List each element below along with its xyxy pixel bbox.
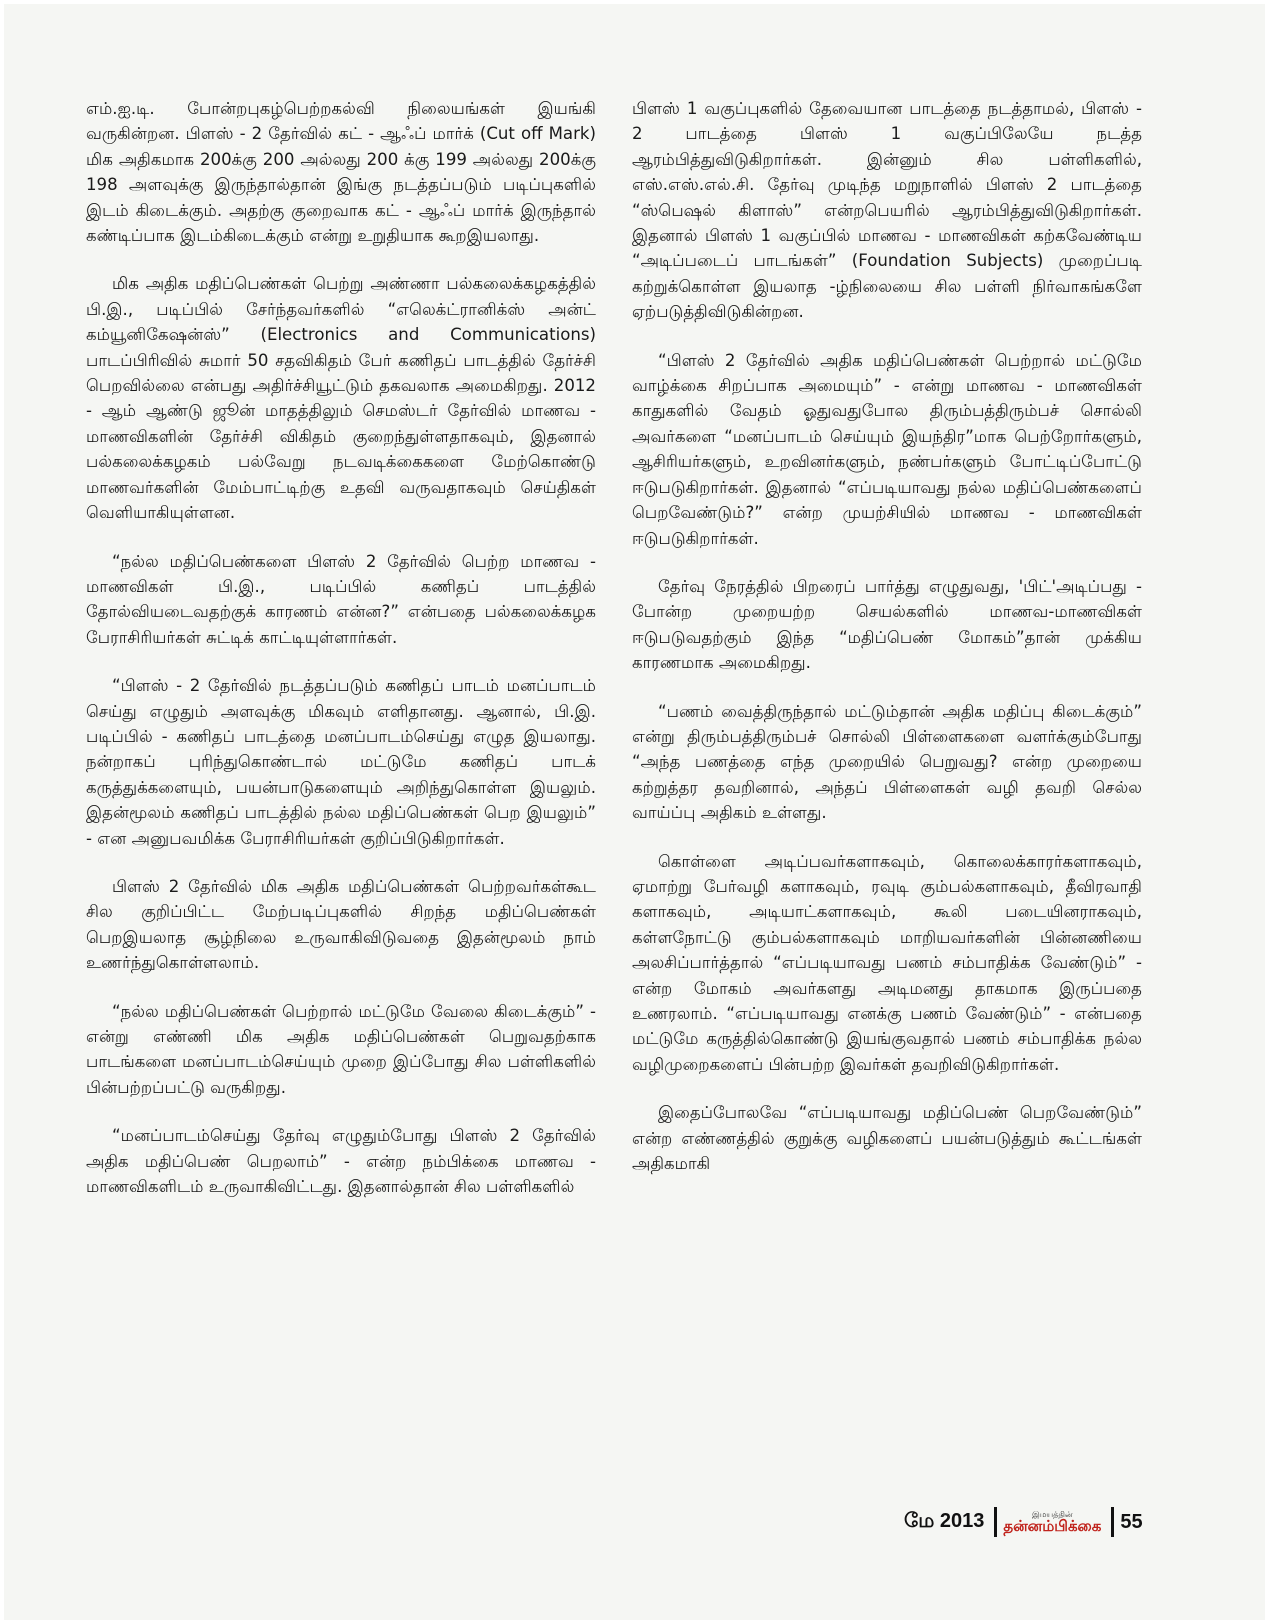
paragraph: “பணம் வைத்திருந்தால் மட்டும்தான் அதிக மதிப்பு கிடைக்கும்” என்று திரும்பத்திரும்பச் சொல்லி பிள்ளைகளை வளர்க்கும்போது “அந்த பணத்தை எந்த முறையில் பெறுவது? என்ற முறையை கற்றுத்தர தவறினால், அந்தப் பிள்ளைகள் வழி தவறி செல்ல வாய்ப்பு அதிகம் உள்ளது. <box>632 701 1142 823</box>
magazine-logo <box>1003 1511 1101 1534</box>
paragraph: “பிளஸ் - 2 தேர்வில் நடத்தப்படும் கணிதப் பாடம் மனப்பாடம் செய்து எழுதும் அளவுக்கு மிகவும் எளிதானது. ஆனால், பி.இ. படிப்பில் - கணிதப் பாடத்தை மனப்பாடம்செய்து எழுத இயலாது. நன்றாகப் புரிந்துகொண்டால் மட்டுமே கணிதப் பாடக் கருத்துக்களையும், பயன்பாடுகளையும் அறிந்துகொள்ள இயலும். இதன்மூலம் கணிதப் பாடத்தில் நல்ல மதிப்பெண்கள் பெற இயலும்” - என அனுபவமிக்க பேராசிரியர்கள் குறிப்பிடுகிறார்கள். <box>86 676 596 848</box>
logo-name: தன்னம்பிக்கை <box>1003 1516 1102 1535</box>
footer-divider <box>1111 1507 1114 1537</box>
right-column <box>632 96 1142 1199</box>
paragraph: “நல்ல மதிப்பெண்கள் பெற்றால் மட்டுமே வேலை கிடைக்கும்” - என்று எண்ணி மிக அதிக மதிப்பெண்கள் பெறுவதற்காக பாடங்களை மனப்பாடம்செய்யும் முறை இப்போது சில பள்ளிகளில் பின்பற்றப்பட்டு வருகிறது. <box>86 1001 596 1097</box>
issue-date: மே 2013 <box>904 1509 985 1532</box>
paragraph: பிளஸ் 1 வகுப்புகளில் தேவையான பாடத்தை நடத்தாமல், பிளஸ் - 2 பாடத்தை பிளஸ் 1 வகுப்பிலேயே நடத்த ஆரம்பித்துவிடுகிறார்கள். இன்னும் சில பள்ளிகளில், எஸ்.எஸ்.எல்.சி. தேர்வு முடிந்த மறுநாளில் பிளஸ் 2 பாடத்தை “ஸ்பெஷல் கிளாஸ்” என்றபெயரில் ஆரம்பித்துவிடுகிறார்கள். இதனால் பிளஸ் 1 வகுப்பில் மாணவ - மாணவிகள் கற்கவேண்டிய “அடிப்படைப் பாடங்கள்” (Foundation Subjects) முறைப்படி கற்றுக்கொள்ள இயலாத -ழ்நிலையை சில பள்ளி நிர்வாகங்களே ஏற்படுத்திவிடுகின்றன. <box>632 99 1142 322</box>
paragraph: மிக அதிக மதிப்பெண்கள் பெற்று அண்ணா பல்கலைக்கழகத்தில் பி.இ., படிப்பில் சேர்ந்தவர்களில் “எலெக்ட்ரானிக்ஸ் அன்ட் கம்யூனிகேஷன்ஸ்” (Electronics and Communications) பாடப்பிரிவில் சுமார் 50 சதவிகிதம் பேர் கணிதப் பாடத்தில் தேர்ச்சி பெறவில்லை என்பது அதிர்ச்சியூட்டும் தகவலாக அமைகிறது. 2012 - ஆம் ஆண்டு ஜூன் மாதத்திலும் செமஸ்டர் தேர்வில் மாணவ - மாணவிகளின் தேர்ச்சி விகிதம் குறைந்துள்ளதாகவும், இதனால் பல்கலைக்கழகம் பல்வேறு நடவடிக்கைகளை மேற்கொண்டு மாணவர்களின் மேம்பாட்டிற்கு உதவி வருவதாகவும் செய்திகள் வெளியாகியுள்ளன. <box>86 274 596 523</box>
logo-tagline: இமயத்தின் <box>1032 1509 1073 1519</box>
paragraph: எம்.ஐ.டி. போன்றபுகழ்பெற்றகல்வி நிலையங்கள் இயங்கி வருகின்றன. பிளஸ் - 2 தேர்வில் கட் - ஆஃப் மார்க் (Cut off Mark) மிக அதிகமாக 200க்கு 200 அல்லது 200 க்கு 199 அல்லது 200க்கு 198 அளவுக்கு இருந்தால்தான் இங்கு நடத்தப்படும் படிப்புகளில் இடம் கிடைக்கும். அதற்கு குறைவாக கட் - ஆஃப் மார்க் இருந்தால் கண்டிப்பாக இடம்கிடைக்கும் என்று உறுதியாக கூறஇயலாது. <box>86 99 596 246</box>
paragraph: பிளஸ் 2 தேர்வில் மிக அதிக மதிப்பெண்கள் பெற்றவர்கள்கூட சில குறிப்பிட்ட மேற்படிப்புகளில் சிறந்த மதிப்பெண்கள் பெறஇயலாத சூழ்நிலை உருவாகிவிடுவதை இதன்மூலம் நாம் உணர்ந்துகொள்ளலாம். <box>86 876 596 973</box>
paragraph: “நல்ல மதிப்பெண்களை பிளஸ் 2 தேர்வில் பெற்ற மாணவ - மாணவிகள் பி.இ., படிப்பில் கணிதப் பாடத்தில் தோல்வியடைவதற்குக் காரணம் என்ன?” என்பதை பல்கலைக்கழக பேராசிரியர்கள் சுட்டிக் காட்டியுள்ளார்கள். <box>86 551 596 647</box>
page-number: 55 <box>1120 1510 1143 1533</box>
page-footer <box>904 1504 1144 1540</box>
left-column <box>86 96 596 1222</box>
footer-divider <box>994 1507 997 1537</box>
paragraph: இதைப்போலவே “எப்படியாவது மதிப்பெண் பெறவேண்டும்” என்ற எண்ணத்தில் குறுக்கு வழிகளைப் பயன்படுத்தும் கூட்டங்கள் அதிகமாகி <box>632 1103 1142 1174</box>
paragraph: கொள்ளை அடிப்பவர்களாகவும், கொலைக்காரர்களாகவும், ஏமாற்று பேர்வழி களாகவும், ரவுடி கும்பல்களாகவும், தீவிரவாதி களாகவும், அடியாட்களாகவும், கூலி படையினராகவும், கள்ளநோட்டு கும்பல்களாகவும் மாறியவர்களின் பின்னணியை அலசிப்பார்த்தால் “எப்படியாவது பணம் சம்பாதிக்க வேண்டும்” - என்ற மோகம் அவர்களது அடிமனது தாகமாக இருப்பதை உணரலாம். “எப்படியாவது எனக்கு பணம் வேண்டும்” - என்பதை மட்டுமே கருத்தில்கொண்டு இயங்குவதால் பணம் சம்பாதிக்க நல்ல வழிமுறைகளைப் பின்பற்ற இவர்கள் தவறிவிடுகிறார்கள். <box>632 851 1142 1074</box>
paragraph: “மனப்பாடம்செய்து தேர்வு எழுதும்போது பிளஸ் 2 தேர்வில் அதிக மதிப்பெண் பெறலாம்” - என்ற நம்பிக்கை மாணவ - மாணவிகளிடம் உருவாகிவிட்டது. இதனால்தான் சில பள்ளிகளில் <box>86 1126 596 1197</box>
paragraph: தேர்வு நேரத்தில் பிறரைப் பார்த்து எழுதுவது, 'பிட்'அடிப்பது - போன்ற முறையற்ற செயல்களில் மாணவ-மாணவிகள் ஈடுபடுவதற்கும் இந்த “மதிப்பெண் மோகம்”தான் முக்கிய காரணமாக அமைகிறது. <box>632 576 1142 673</box>
magazine-page <box>4 4 1265 1620</box>
paragraph: “பிளஸ் 2 தேர்வில் அதிக மதிப்பெண்கள் பெற்றால் மட்டுமே வாழ்க்கை சிறப்பாக அமையும்” - என்று மாணவ - மாணவிகள் காதுகளில் வேதம் ஓதுவதுபோல திரும்பத்திரும்பச் சொல்லி அவர்களை “மனப்பாடம் செய்யும் இயந்திர”மாக பெற்றோர்களும், ஆசிரியர்களும், உறவினர்களும், நண்பர்களும் போட்டிப்போட்டு ஈடுபடுகிறார்கள். இதனால் “எப்படியாவது நல்ல மதிப்பெண்களைப் பெறவேண்டும்?” என்ற முயற்சியில் மாணவ - மாணவிகள் ஈடுபடுகிறார்கள். <box>632 350 1142 548</box>
